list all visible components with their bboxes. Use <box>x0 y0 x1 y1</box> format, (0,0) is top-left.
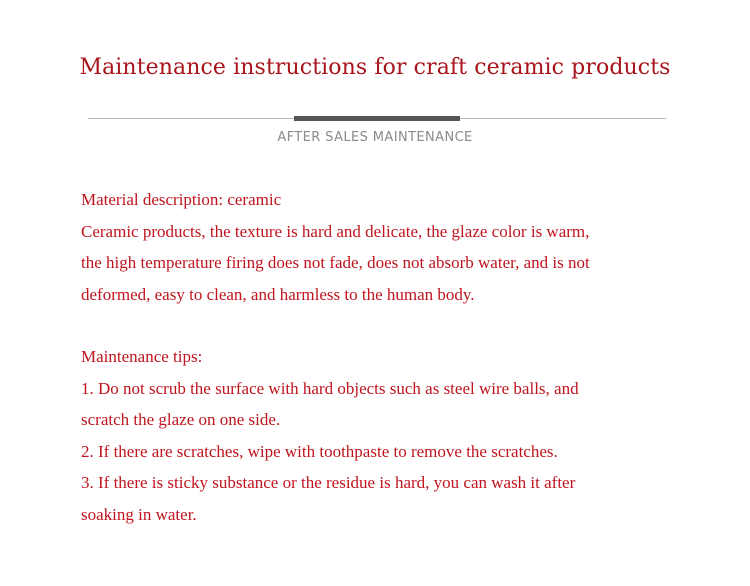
maintenance-tips-block <box>81 341 701 530</box>
tip-line: 2. If there are scratches, wipe with toothpaste to remove the scratches. <box>81 441 558 461</box>
page-title: Maintenance instructions for craft ceramic products <box>79 55 671 80</box>
tip-line: scratch the glaze on one side. <box>81 410 281 429</box>
tip-line: soaking in water. <box>81 504 197 524</box>
section-subtitle: AFTER SALES MAINTENANCE <box>277 130 473 145</box>
tip-line: 1. Do not scrub the surface with hard objects such as steel wire balls, and <box>81 378 579 398</box>
material-line: deformed, easy to clean, and harmless to the human body. <box>81 284 475 304</box>
material-description-block <box>81 184 701 310</box>
material-line: the high temperature firing does not fade, does not absorb water, and is not <box>81 253 590 272</box>
material-line: Ceramic products, the texture is hard and delicate, the glaze color is warm, <box>81 221 590 241</box>
divider-accent-bar <box>294 116 460 121</box>
tip-line: 3. If there is sticky substance or the residue is hard, you can wash it after <box>81 473 576 492</box>
tips-heading: Maintenance tips: <box>81 347 203 366</box>
material-heading: Material description: ceramic <box>81 190 282 209</box>
